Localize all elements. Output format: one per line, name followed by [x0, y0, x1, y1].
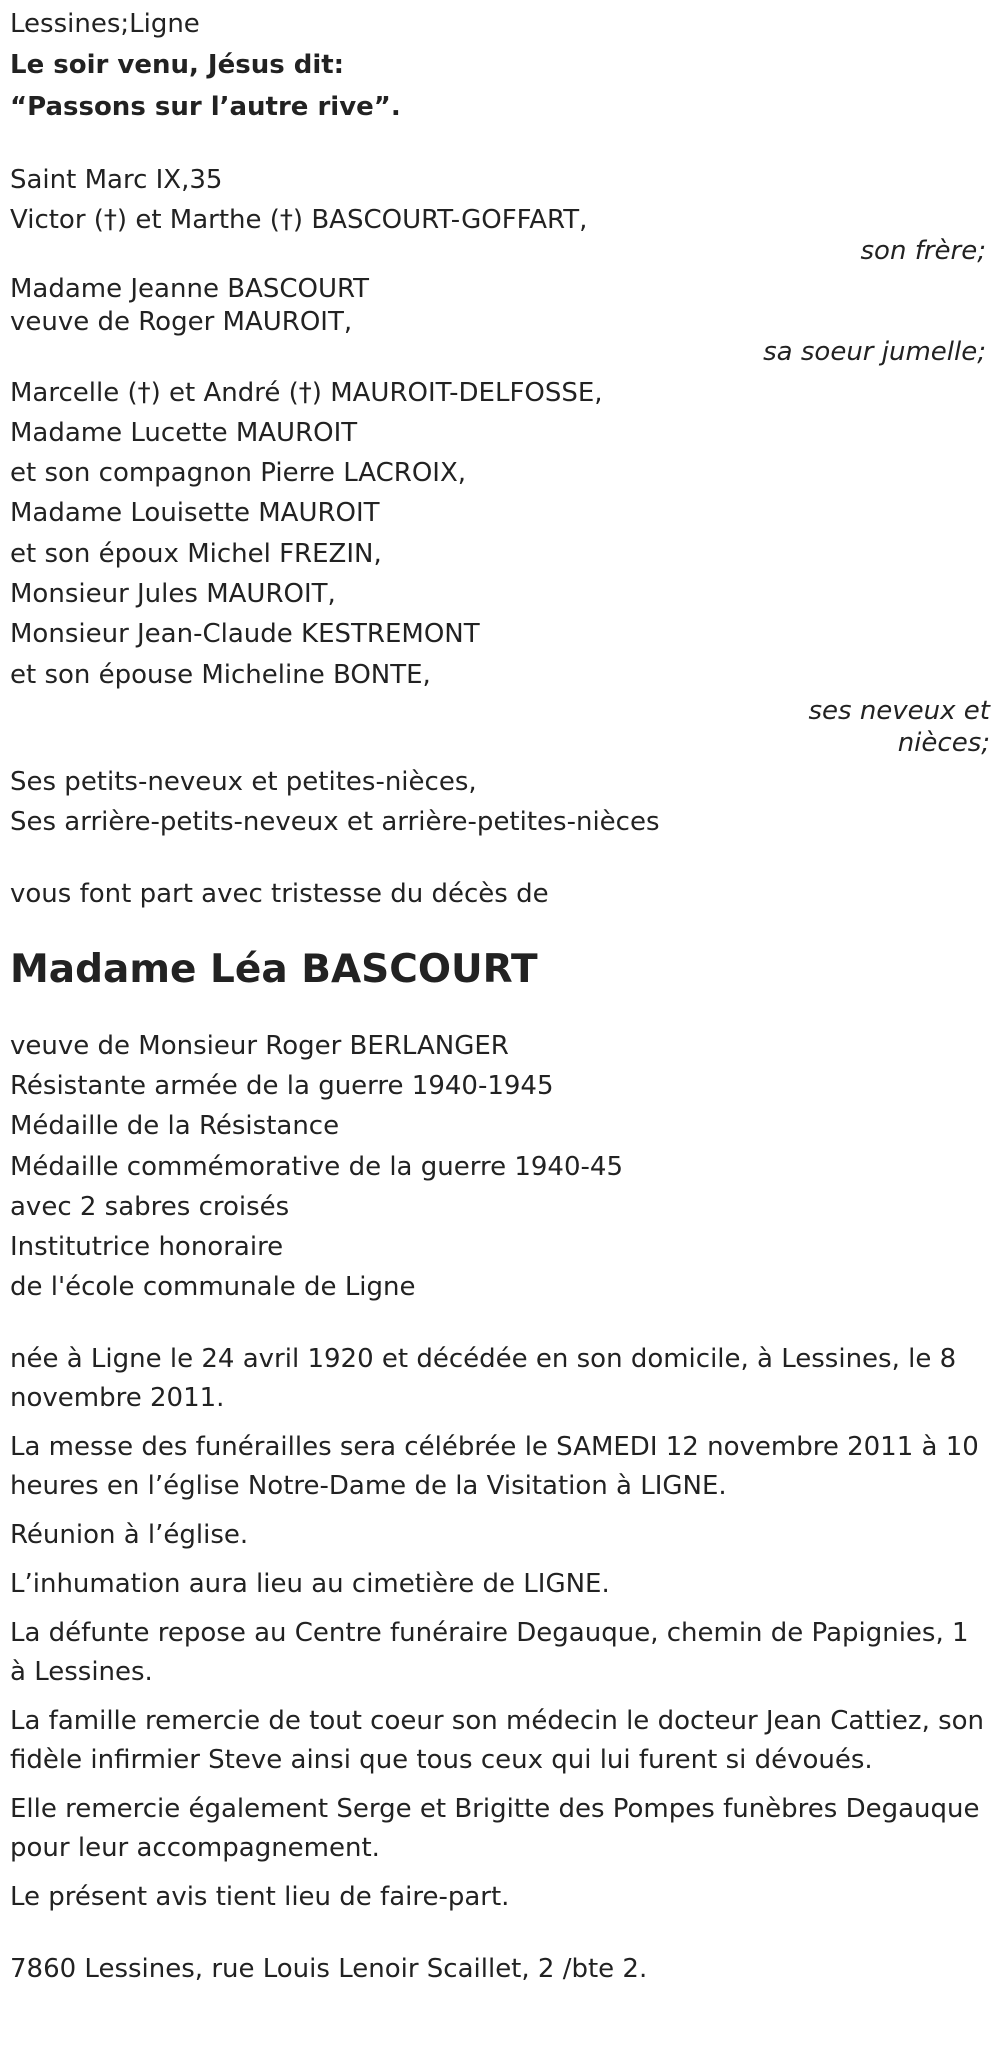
family-line: et son épouse Micheline BONTE,	[10, 659, 431, 690]
paragraph-thanks-doctor: La famille remercie de tout coeur son médecin le docteur Jean Cattiez, son fidèle infirmier Steve ainsi que tous ceux qui lui furent si dévoués.	[10, 1705, 985, 1775]
detail-line: Résistante armée de la guerre 1940-1945	[10, 1070, 554, 1101]
paragraph-burial: L’inhumation aura lieu au cimetière de LIGNE.	[10, 1568, 610, 1599]
place-line: Lessines;Ligne	[10, 9, 200, 39]
address-line: 7860 Lessines, rue Louis Lenoir Scaillet, 2 /bte 2.	[10, 1953, 648, 1984]
relation-label-nephews-line-2: nièces;	[897, 728, 990, 759]
relation-label-brother: son frère;	[860, 235, 986, 266]
family-line: et son compagnon Pierre LACROIX,	[10, 458, 467, 489]
family-line: Madame Jeanne BASCOURT	[10, 274, 370, 304]
family-line: Monsieur Jean-Claude KESTREMONT	[10, 619, 480, 650]
family-line: Madame Louisette MAUROIT	[10, 498, 380, 529]
family-line: Ses arrière-petits-neveux et arrière-petites-nièces	[10, 807, 660, 838]
relation-label-nephews	[10, 695, 990, 760]
detail-line: avec 2 sabres croisés	[10, 1191, 290, 1222]
paragraph-thanks-funeral: Elle remercie également Serge et Brigitte des Pompes funèbres Degauque pour leur accompagnement.	[10, 1793, 980, 1863]
detail-line: Médaille commémorative de la guerre 1940-45	[10, 1151, 623, 1182]
quote-line-1: Le soir venu, Jésus dit:	[10, 49, 345, 80]
family-line: et son époux Michel FREZIN,	[10, 538, 382, 569]
obituary-paragraphs	[10, 1340, 990, 1917]
detail-line: Institutrice honoraire	[10, 1232, 284, 1263]
paragraph-rest-place: La défunte repose au Centre funéraire Degauque, chemin de Papignies, 1 à Lessines.	[10, 1617, 969, 1687]
paragraph-funeral-mass: La messe des funérailles sera célébrée le SAMEDI 12 novembre 2011 à 10 heures en l’église Notre-Dame de la Visitation à LIGNE.	[10, 1431, 979, 1501]
detail-line: de l'école communale de Ligne	[10, 1272, 416, 1303]
paragraph-birth-death: née à Ligne le 24 avril 1920 et décédée en son domicile, à Lessines, le 8 novembre 2011.	[10, 1343, 957, 1413]
deceased-name: Madame Léa BASCOURT	[10, 946, 538, 992]
deceased-details	[10, 1026, 990, 1308]
quote-reference: Saint Marc IX,35	[10, 164, 223, 195]
paragraph-notice: Le présent avis tient lieu de faire-part.	[10, 1881, 510, 1912]
detail-line: Médaille de la Résistance	[10, 1111, 340, 1142]
family-line: veuve de Roger MAUROIT,	[10, 306, 353, 337]
relation-label-sister: sa soeur jumelle;	[763, 337, 986, 367]
family-line: Marcelle (†) et André (†) MAUROIT-DELFOSSE,	[10, 377, 603, 408]
obituary-content	[10, 8, 990, 1985]
family-line: Ses petits-neveux et petites-nièces,	[10, 766, 477, 797]
quote-line-2: “Passons sur l’autre rive”.	[10, 92, 401, 122]
family-group-nephews	[10, 373, 990, 695]
family-line: Victor (†) et Marthe (†) BASCOURT-GOFFART,	[10, 205, 588, 235]
paragraph-meeting: Réunion à l’église.	[10, 1519, 249, 1550]
detail-line: veuve de Monsieur Roger BERLANGER	[10, 1030, 509, 1061]
family-group-sister	[10, 273, 990, 369]
announcement-line: vous font part avec tristesse du décès de	[10, 879, 549, 910]
family-line: Madame Lucette MAUROIT	[10, 417, 358, 448]
family-line: Monsieur Jules MAUROIT,	[10, 578, 336, 609]
family-group-grand-nephews	[10, 762, 990, 843]
family-group-brother	[10, 204, 990, 267]
relation-label-nephews-line-1: ses neveux et	[808, 695, 990, 726]
